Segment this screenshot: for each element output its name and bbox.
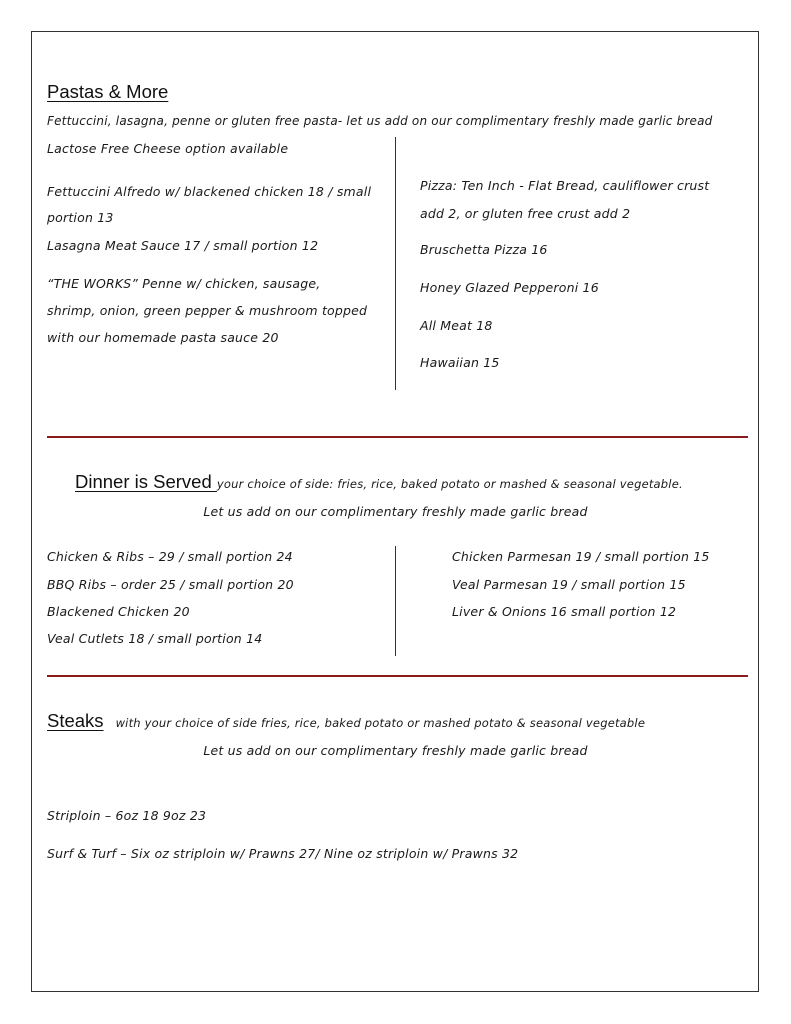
pastas-column-divider <box>395 137 396 390</box>
dinner-item: Liver & Onions 16 small portion 12 <box>452 604 677 619</box>
pasta-item: portion 13 <box>47 210 114 225</box>
dinner-header <box>75 473 683 493</box>
pizza-item: Pizza: Ten Inch - Flat Bread, cauliflower crust <box>420 178 710 193</box>
steaks-subtitle-2: Let us add on our complimentary freshly made garlic bread <box>203 743 588 758</box>
pasta-item: with our homemade pasta sauce 20 <box>47 330 279 345</box>
steaks-subtitle: with your choice of side fries, rice, baked potato or mashed potato & seasonal vegetable <box>115 716 646 730</box>
pasta-item: Fettuccini Alfredo w/ blackened chicken 18 / small <box>47 184 372 199</box>
pizza-item: Honey Glazed Pepperoni 16 <box>420 280 599 295</box>
dinner-item: Chicken & Ribs – 29 / small portion 24 <box>47 549 293 564</box>
pizza-item: Hawaiian 15 <box>420 355 500 370</box>
pastas-heading: Pastas & More <box>47 81 169 102</box>
pizza-item: add 2, or gluten free crust add 2 <box>420 206 631 221</box>
section-divider <box>47 675 748 677</box>
dinner-item: Veal Cutlets 18 / small portion 14 <box>47 631 263 646</box>
dinner-item: Blackened Chicken 20 <box>47 604 190 619</box>
steaks-heading: Steaks <box>47 710 104 731</box>
dinner-column-divider <box>395 546 396 656</box>
dinner-item: Chicken Parmesan 19 / small portion 15 <box>452 549 710 564</box>
pastas-intro: Fettuccini, lasagna, penne or gluten free pasta- let us add on our complimentary freshly made garlic bread <box>47 114 713 128</box>
dinner-subtitle: your choice of side: fries, rice, baked potato or mashed & seasonal vegetable. <box>216 477 683 491</box>
steak-item: Surf & Turf – Six oz striploin w/ Prawns 27/ Nine oz striploin w/ Prawns 32 <box>47 846 519 861</box>
pizza-item: All Meat 18 <box>420 318 493 333</box>
pizza-item: Bruschetta Pizza 16 <box>420 242 548 257</box>
lactose-note: Lactose Free Cheese option available <box>47 141 289 156</box>
dinner-item: BBQ Ribs – order 25 / small portion 20 <box>47 577 294 592</box>
dinner-subtitle-2: Let us add on our complimentary freshly made garlic bread <box>203 504 588 519</box>
dinner-item: Veal Parmesan 19 / small portion 15 <box>452 577 686 592</box>
steak-item: Striploin – 6oz 18 9oz 23 <box>47 808 207 823</box>
pasta-item: shrimp, onion, green pepper & mushroom topped <box>47 303 368 318</box>
dinner-heading: Dinner is Served <box>75 471 217 492</box>
pasta-item: Lasagna Meat Sauce 17 / small portion 12 <box>47 238 319 253</box>
section-divider <box>47 436 748 438</box>
pasta-item: “THE WORKS” Penne w/ chicken, sausage, <box>47 276 321 291</box>
steaks-header <box>47 712 645 732</box>
